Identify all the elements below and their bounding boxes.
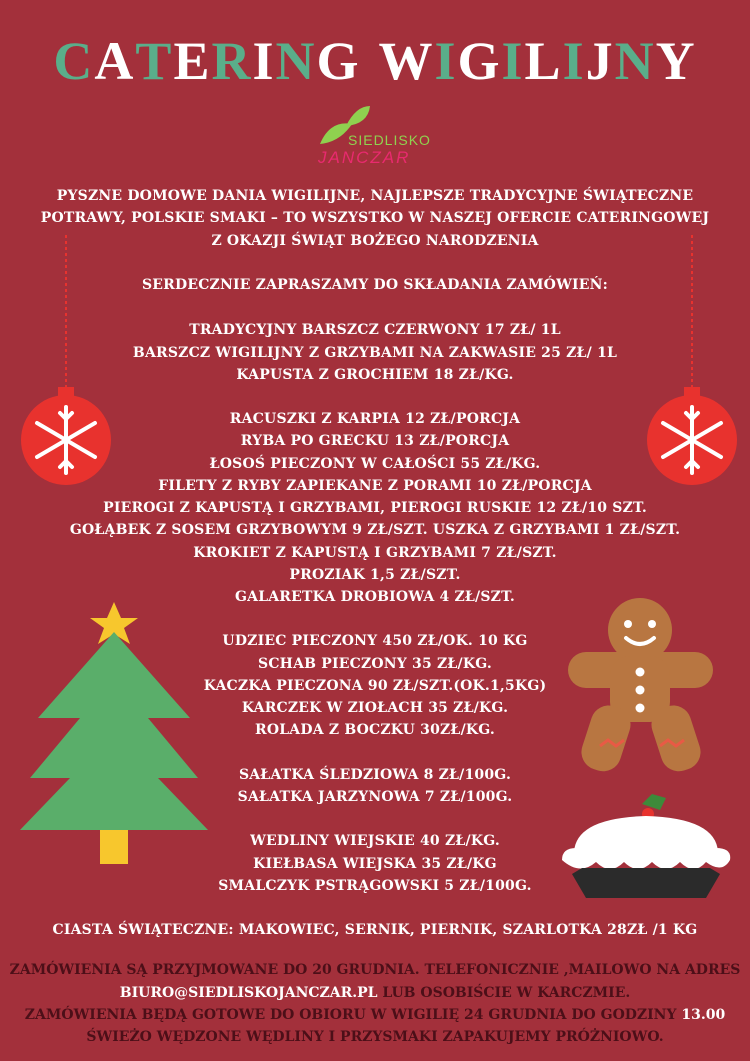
christmas-pudding-icon [556,790,736,902]
menu-item: RYBA PO GRECKU 13 ZŁ/PORCJA [240,433,510,449]
logo-line1: SIEDLISKO [348,132,431,148]
page-title [0,30,750,92]
menu-item: PROZIAK 1,5 ZŁ/SZT. [289,567,461,583]
pickup-time: 13.00 [681,1007,726,1023]
invite-line: SERDECZNIE ZAPRASZAMY DO SKŁADANIA ZAMÓWIEŃ: [141,277,608,293]
christmas-tree-icon [18,598,210,870]
bauble-icon [644,235,740,495]
title-letter: L [524,31,563,91]
title-letter: W [378,31,435,91]
menu-item: BARSZCZ WIGILIJNY Z GRZYBAMI NA ZAKWASIE 25 ZŁ/ 1L [132,345,618,361]
menu-item: TRADYCYJNY BARSZCZ CZERWONY 17 ZŁ/ 1L [189,322,561,338]
menu-item: ROLADA Z BOCZKU 30ZŁ/KG. [255,722,495,738]
menu-item: SAŁATKA JARZYNOWA 7 ZŁ/100G. [237,789,513,805]
menu-item: KACZKA PIECZONA 90 ZŁ/SZT.(OK.1,5KG) [203,678,547,694]
menu-item: SAŁATKA ŚLEDZIOWA 8 ZŁ/100G. [238,767,512,783]
title-letter: R [211,31,253,91]
footer-text: LUB OSOBIŚCIE W KARCZMIE. [377,985,631,1001]
title-letter: I [501,31,525,91]
title-letter: Y [655,31,697,91]
intro-line: POTRAWY, POLSKIE SMAKI – TO WSZYSTKO W NASZEJ OFERCIE CATERINGOWEJ [40,210,710,226]
title-letter: I [252,31,276,91]
menu-item: SMALCZYK PSTRĄGOWSKI 5 ZŁ/100G. [218,878,532,894]
menu-item: SCHAB PIECZONY 35 ZŁ/KG. [258,656,492,672]
footer-line: ZAMÓWIENIA SĄ PRZYJMOWANE DO 20 GRUDNIA. TELEFONICZNIE ,MAILOWO NA ADRES [9,962,741,978]
title-letter: E [173,31,212,91]
email-link[interactable]: BIURO@SIEDLISKOJANCZAR.PL [119,985,378,1001]
title-letter: I [434,31,458,91]
brand-logo [312,102,442,172]
menu-item: KARCZEK W ZIOŁACH 35 ZŁ/KG. [241,700,509,716]
menu-item: GOŁĄBEK Z SOSEM GRZYBOWYM 9 ZŁ/SZT. USZKA Z GRZYBAMI 1 ZŁ/SZT. [69,522,681,538]
title-letter: A [94,31,136,91]
menu-item: RACUSZKI Z KARPIA 12 ZŁ/PORCJA [229,411,521,427]
menu-item-cakes: CIASTA ŚWIĄTECZNE: MAKOWIEC, SERNIK, PIERNIK, SZARLOTKA 28ZŁ /1 KG [52,922,698,938]
title-letter: G [316,31,361,91]
logo-line2: JANCZAR [318,148,411,167]
footer-line [0,985,750,1001]
footer-text: ZAMÓWIENIA BĘDĄ GOTOWE DO OBIORU W WIGILIĘ 24 GRUDNIA DO GODZINY [24,1007,682,1023]
menu-item: ŁOSOŚ PIECZONY W CAŁOŚCI 55 ZŁ/KG. [209,456,541,472]
menu-item: GALARETKA DROBIOWA 4 ZŁ/SZT. [234,589,515,605]
title-letter: C [53,31,95,91]
title-letter: J [585,31,615,91]
menu-item: FILETY Z RYBY ZAPIEKANE Z PORAMI 10 ZŁ/PORCJA [158,478,592,494]
menu-item: WEDLINY WIEJSKIE 40 ZŁ/KG. [250,833,500,849]
gingerbread-man-icon [568,596,713,776]
intro-line: PYSZNE DOMOWE DANIA WIGILIJNE, NAJLEPSZE TRADYCYJNE ŚWIĄTECZNE [56,188,694,204]
title-letter: G [457,31,502,91]
title-letter: N [275,31,317,91]
menu-item: PIEROGI Z KAPUSTĄ I GRZYBAMI, PIEROGI RUSKIE 12 ZŁ/10 SZT. [103,500,647,516]
bauble-icon [18,235,114,495]
title-letter: T [135,31,174,91]
title-letter: N [614,31,656,91]
menu-item: UDZIEC PIECZONY 450 ZŁ/OK. 10 KG [222,633,528,649]
menu-item: KROKIET Z KAPUSTĄ I GRZYBAMI 7 ZŁ/SZT. [193,545,557,561]
intro-line: Z OKAZJI ŚWIĄT BOŻEGO NARODZENIA [211,233,539,249]
footer-line: ŚWIEŻO WĘDZONE WĘDLINY I PRZYSMAKI ZAPAKUJEMY PRÓŻNIOWO. [86,1029,664,1045]
footer-line [0,1007,750,1023]
menu-item: KAPUSTA Z GROCHIEM 18 ZŁ/KG. [236,367,514,383]
menu-item: KIEŁBASA WIEJSKA 35 ZŁ/KG [253,856,497,872]
title-letter: I [562,31,586,91]
